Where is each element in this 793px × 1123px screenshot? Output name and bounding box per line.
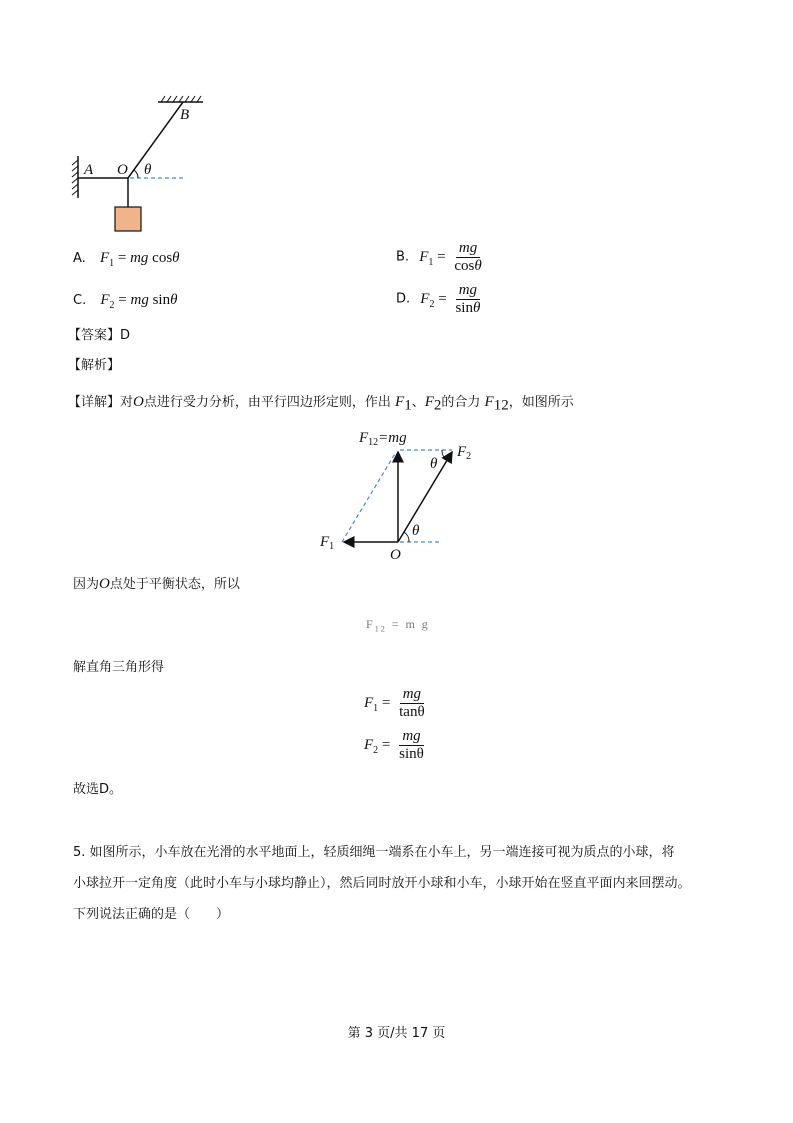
math-var: F bbox=[424, 394, 434, 410]
math-sub: 12 bbox=[374, 624, 387, 634]
vector-f2 bbox=[398, 452, 452, 542]
math-func: cos bbox=[454, 258, 475, 274]
math-func: sin bbox=[455, 300, 473, 316]
math-var: mg bbox=[130, 250, 149, 266]
math-sub: 12 bbox=[493, 397, 509, 414]
math-equals: = bbox=[391, 617, 401, 631]
option-letter: D. bbox=[396, 291, 411, 307]
point-o: O bbox=[133, 394, 144, 410]
label-f12: $F_{12}=mg$ bbox=[359, 430, 407, 448]
fraction bbox=[451, 240, 484, 275]
weight-block bbox=[115, 207, 141, 231]
math-var: F bbox=[395, 394, 405, 410]
because-prefix: 因为 bbox=[73, 577, 100, 592]
label-theta-bottom: θ bbox=[412, 523, 420, 539]
math-var: F bbox=[366, 617, 375, 631]
label-a: A bbox=[84, 162, 94, 178]
angle-arc bbox=[134, 170, 138, 178]
math-var: F bbox=[100, 292, 110, 308]
label-o: O bbox=[117, 162, 128, 178]
label-f1: $F_1$ bbox=[320, 534, 335, 552]
math-var: F bbox=[420, 290, 430, 307]
math-func: cos bbox=[152, 250, 173, 266]
figure-rope-diagram bbox=[68, 92, 213, 237]
detail-text: 点进行受力分析，由平行四边形定则，作出 bbox=[143, 395, 391, 410]
math-sub: 2 bbox=[109, 300, 115, 311]
fraction bbox=[396, 728, 427, 763]
label-theta-top: θ bbox=[430, 456, 438, 472]
option-letter: B. bbox=[396, 249, 410, 265]
math-var: F bbox=[364, 736, 374, 753]
fraction bbox=[452, 282, 483, 317]
angle-arc-top bbox=[442, 450, 447, 460]
analysis-label: 【解析】 bbox=[68, 358, 121, 373]
question5-line2: 小球拉开一定角度（此时小车与小球均静止），然后同时放开小球和小车，小球开始在竖直平面内来回摆动。 bbox=[73, 876, 691, 891]
question5-line3: 下列说法正确的是（ ） bbox=[73, 907, 230, 922]
math-var: θ bbox=[172, 250, 180, 266]
label-f2: $F_2$ bbox=[457, 444, 472, 462]
fraction-denominator: sinθ bbox=[399, 746, 424, 762]
option-a: A. $F_1$ = mg cosθ bbox=[73, 250, 180, 269]
detail-text: ，如图所示 bbox=[508, 395, 574, 410]
page-footer: 第 3 页/共 17 页 bbox=[347, 1026, 446, 1041]
equation-f1: $F_1$ = $\frac{mg}{\tan\theta}$ bbox=[364, 686, 430, 721]
fraction-denominator bbox=[452, 300, 483, 317]
math-sub: 1 bbox=[373, 702, 379, 714]
math-func: sin bbox=[152, 292, 171, 308]
option-b: B. $F_1$ = $\frac{mg}{\cos\theta}$ bbox=[396, 240, 487, 275]
math-sub: 2 bbox=[429, 298, 435, 310]
math-var: F bbox=[419, 248, 429, 265]
rope-ob bbox=[128, 102, 183, 178]
fraction-numerator: mg bbox=[456, 282, 480, 300]
option-d: D. $F_2$ = $\frac{mg}{\sin\theta}$ bbox=[396, 282, 485, 317]
fraction-numerator: mg bbox=[456, 240, 480, 258]
math-var: θ bbox=[170, 292, 178, 308]
math-var: mg bbox=[130, 292, 149, 308]
math-sub: 1 bbox=[428, 256, 434, 268]
math-var: θ bbox=[474, 258, 482, 274]
answer-label: 【答案】D bbox=[68, 328, 131, 343]
option-letter: A. bbox=[73, 251, 86, 266]
because-text: 点处于平衡状态，所以 bbox=[109, 577, 240, 592]
math-sub: 2 bbox=[373, 744, 379, 756]
fraction-denominator: tanθ bbox=[399, 704, 425, 720]
fraction bbox=[396, 686, 428, 721]
fraction-numerator: mg bbox=[400, 686, 424, 704]
solve-text: 解直角三角形得 bbox=[73, 660, 165, 675]
label-theta: θ bbox=[144, 162, 152, 178]
math-sub: 1 bbox=[404, 397, 412, 414]
detail-sep: 、 bbox=[411, 395, 425, 410]
label-b: B bbox=[180, 107, 190, 123]
question5-line1: 5. 如图所示，小车放在光滑的水平地面上，轻质细绳一端系在小车上，另一端连接可视为质点的小球，将 bbox=[73, 845, 675, 860]
math-sub: 1 bbox=[109, 258, 115, 269]
math-var: F bbox=[99, 250, 110, 266]
math-var: θ bbox=[472, 300, 481, 316]
fraction-denominator bbox=[451, 258, 484, 275]
because-line bbox=[73, 574, 240, 595]
option-c: C. $F_2$ = mg sinθ bbox=[73, 292, 178, 311]
math-var: F bbox=[364, 694, 374, 711]
detail-text: 的合力 bbox=[441, 395, 481, 410]
equation-f12-mg bbox=[366, 617, 430, 633]
math-var: F bbox=[484, 394, 494, 410]
math-var: m g bbox=[405, 617, 430, 631]
detail-prefix: 【详解】对 bbox=[68, 395, 134, 410]
figure-parallelogram bbox=[312, 422, 482, 564]
detail-line bbox=[68, 392, 574, 416]
conclusion: 故选D。 bbox=[73, 782, 123, 797]
math-sub: 2 bbox=[433, 397, 442, 414]
angle-arc-bottom bbox=[404, 532, 409, 542]
dashed-left bbox=[342, 452, 396, 542]
equation-f2: $F_2$ = $\frac{mg}{\sin\theta}$ bbox=[364, 728, 429, 763]
option-letter: C. bbox=[73, 293, 87, 308]
fraction-numerator: mg bbox=[399, 728, 423, 746]
label-o: O bbox=[390, 547, 401, 563]
point-o: O bbox=[99, 576, 110, 592]
